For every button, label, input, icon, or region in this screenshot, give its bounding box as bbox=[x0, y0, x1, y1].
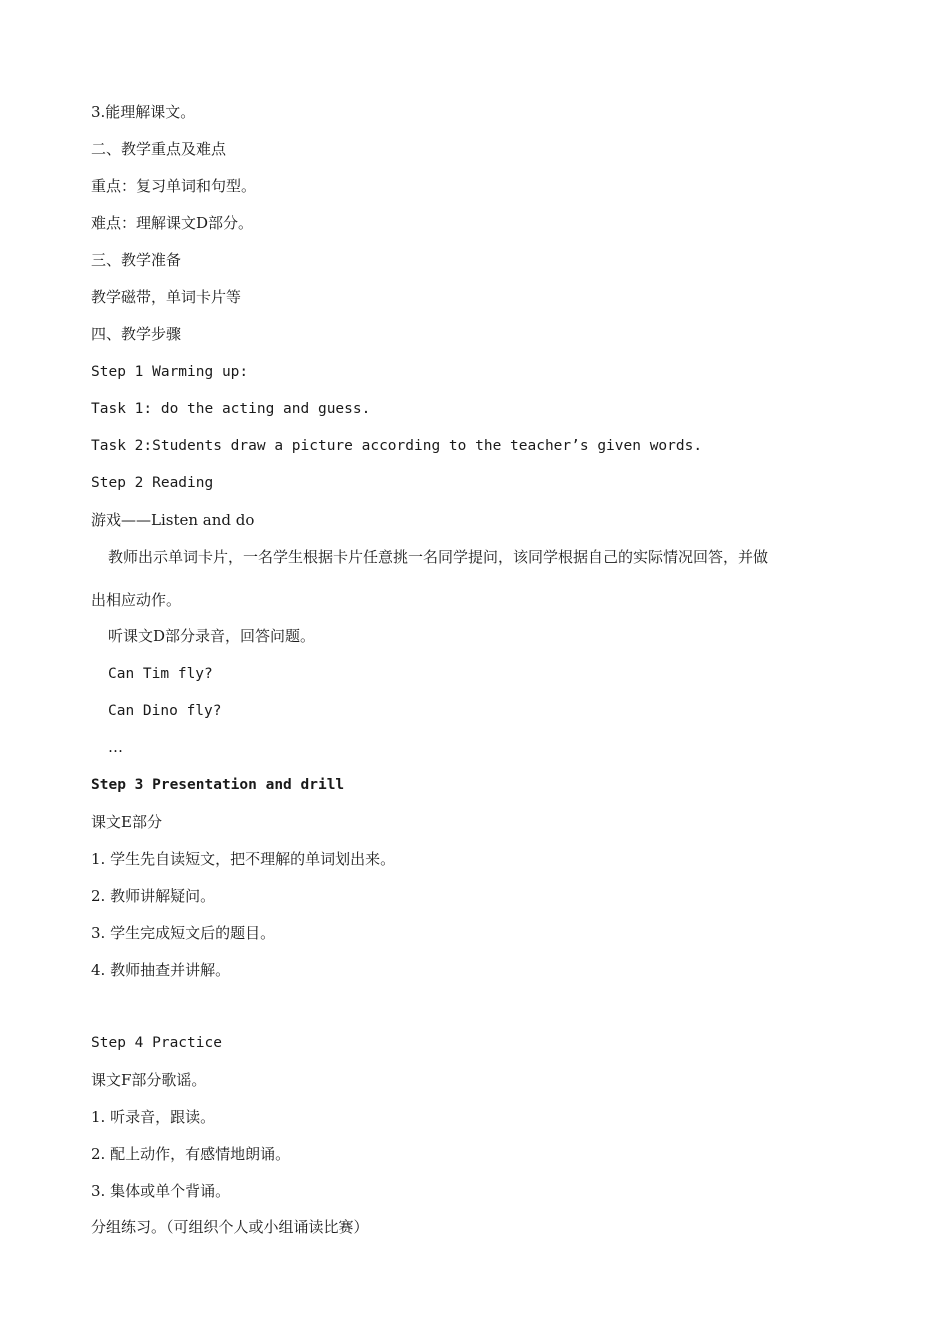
task-2-text: Task 2:Students draw a picture according to the teacher’s given words. bbox=[91, 438, 703, 454]
section-heading-preparation: 三、教学准备 bbox=[91, 251, 182, 269]
group-practice-text: 分组练习。（可组织个人或小组诵读比赛） bbox=[91, 1218, 369, 1236]
step-2-heading: Step 2 Reading bbox=[91, 475, 214, 491]
step-4-item-1: 1. 听录音，跟读。 bbox=[91, 1108, 216, 1126]
ellipsis: … bbox=[108, 738, 123, 756]
step-4-heading: Step 4 Practice bbox=[91, 1035, 222, 1051]
section-heading-steps: 四、教学步骤 bbox=[91, 325, 182, 343]
step-3-item-1: 1. 学生先自读短文，把不理解的单词划出来。 bbox=[91, 850, 396, 868]
question-1: Can Tim fly? bbox=[108, 666, 213, 682]
step-3-item-2: 2. 教师讲解疑问。 bbox=[91, 887, 216, 905]
step-4-item-3: 3. 集体或单个背诵。 bbox=[91, 1182, 231, 1200]
difficult-point-text: 难点：理解课文D部分。 bbox=[91, 214, 254, 232]
step-1-heading: Step 1 Warming up: bbox=[91, 364, 249, 380]
part-e-label: 课文E部分 bbox=[91, 813, 162, 831]
task-1-text: Task 1: do the acting and guess. bbox=[91, 401, 371, 417]
step-4-item-2: 2. 配上动作，有感情地朗诵。 bbox=[91, 1145, 291, 1163]
step-3-item-4: 4. 教师抽查并讲解。 bbox=[91, 961, 231, 979]
game-description-line-1: 教师出示单词卡片，一名学生根据卡片任意挑一名同学提问，该同学根据自己的实际情况回答，并做 bbox=[108, 548, 769, 566]
preparation-text: 教学磁带，单词卡片等 bbox=[91, 288, 242, 306]
game-description-line-2: 出相应动作。 bbox=[91, 591, 182, 609]
key-point-text: 重点：复习单词和句型。 bbox=[91, 177, 257, 195]
objective-3: 3.能理解课文。 bbox=[91, 103, 196, 121]
part-f-label: 课文F部分歌谣。 bbox=[91, 1071, 207, 1089]
step-3-heading: Step 3 Presentation and drill bbox=[91, 777, 345, 793]
section-heading-key-points: 二、教学重点及难点 bbox=[91, 140, 227, 158]
question-2: Can Dino fly? bbox=[108, 703, 222, 719]
game-heading: 游戏——Listen and do bbox=[91, 511, 255, 529]
step-3-item-3: 3. 学生完成短文后的题目。 bbox=[91, 924, 276, 942]
listen-instruction: 听课文D部分录音，回答问题。 bbox=[108, 627, 316, 645]
